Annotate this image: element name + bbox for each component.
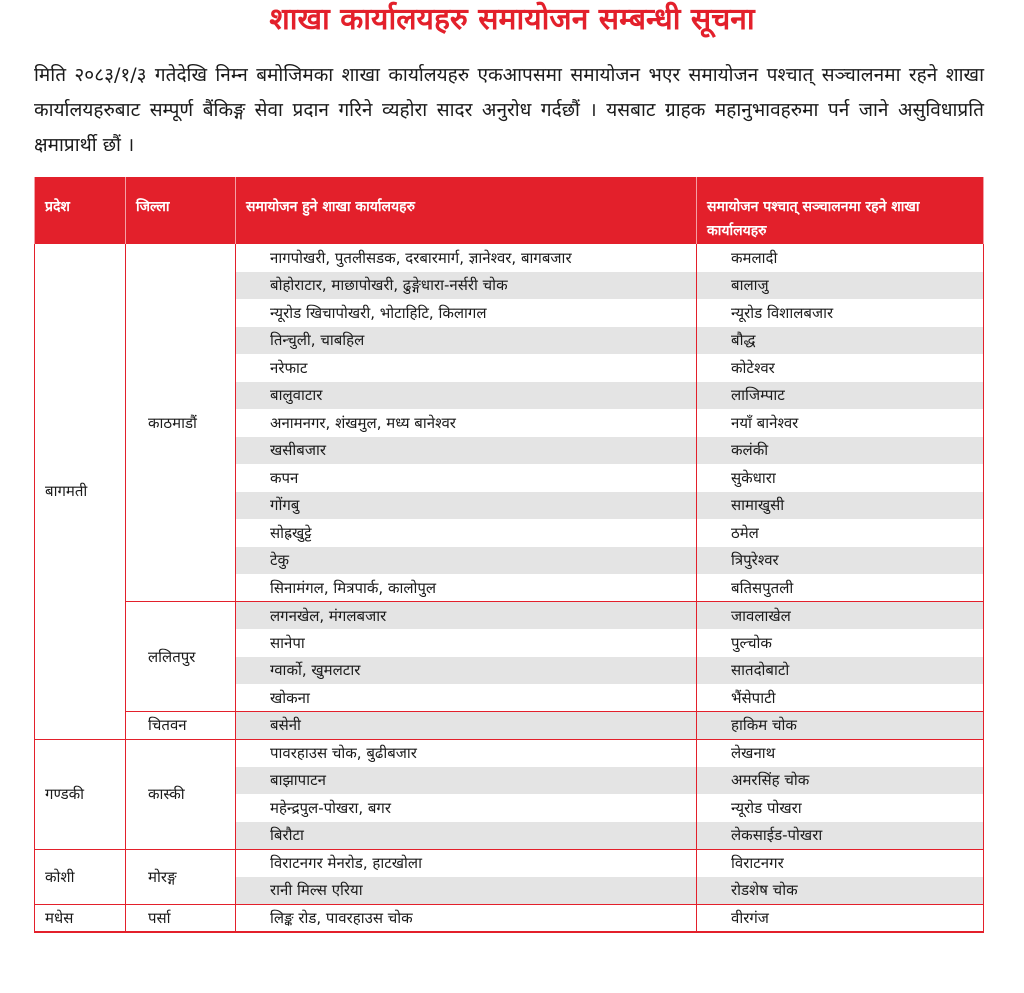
merged-branches-cell: पावरहाउस चोक, बुढीबजार [236,739,697,767]
district-cell: मोरङ्ग [126,849,236,904]
merged-branches-cell: खोकना [236,684,697,712]
merged-branches-cell: बालुवाटार [236,382,697,410]
merged-branches-cell: टेकु [236,547,697,575]
remaining-branch-cell: बतिसपुतली [697,574,984,602]
province-cell: गण्डकी [35,739,126,849]
merged-branches-cell: ग्वार्को, खुमलटार [236,657,697,685]
table-row [35,602,984,630]
district-cell: काठमाडौं [126,244,236,602]
page-title: शाखा कार्यालयहरु समायोजन सम्बन्धी सूचना [269,2,755,37]
table-header-row [35,177,984,244]
merged-branches-cell: लिङ्क रोड, पावरहाउस चोक [236,904,697,932]
header-district: जिल्ला [126,177,236,244]
remaining-branch-cell: त्रिपुरेश्वर [697,547,984,575]
remaining-branch-cell: सुकेधारा [697,464,984,492]
merged-branches-cell: गोंगबु [236,492,697,520]
remaining-branch-cell: पुल्चोक [697,629,984,657]
merged-branches-cell: सिनामंगल, मित्रपार्क, कालोपुल [236,574,697,602]
merged-branches-cell: विराटनगर मेनरोड, हाटखोला [236,849,697,877]
merged-branches-cell: बसेनी [236,712,697,740]
header-merged-branches: समायोजन हुने शाखा कार्यालयहरु [236,177,697,244]
header-remaining-branches: समायोजन पश्चात् सञ्चालनमा रहने शाखा कार्यालयहरु [697,177,984,244]
province-cell: कोशी [35,849,126,904]
remaining-branch-cell: नयाँ बानेश्वर [697,409,984,437]
remaining-branch-cell: भैंसेपाटी [697,684,984,712]
remaining-branch-cell: विराटनगर [697,849,984,877]
merged-branches-cell: तिन्चुली, चाबहिल [236,327,697,355]
merged-branches-cell: बिरौटा [236,822,697,850]
merged-branches-cell: कपन [236,464,697,492]
merged-branches-cell: बाझापाटन [236,767,697,795]
merged-branches-cell: अनामनगर, शंखमुल, मध्य बानेश्वर [236,409,697,437]
province-cell: मधेस [35,904,126,932]
table-row [35,712,984,740]
table-body [35,244,984,932]
table-row [35,244,984,272]
remaining-branch-cell: कोटेश्वर [697,354,984,382]
remaining-branch-cell: कलंकी [697,437,984,465]
notice-paragraph: मिति २०८३/१/३ गतेदेखि निम्न बमोजिमका शाखा कार्यालयहरु एकआपसमा समायोजन भएर समायोजन पश्चात् सञ्चालनमा रहने शाखा कार्यालयहरुबाट सम्पूर्ण बैंकिङ्ग सेवा प्रदान गरिने व्यहोरा सादर अनुरोध गर्दछौं । यसबाट ग्राहक महानुभावहरुमा पर्न जाने असुविधाप्रति क्षमाप्रार्थी छौं । [34,64,984,156]
district-cell: ललितपुर [126,602,236,712]
remaining-branch-cell: लाजिम्पाट [697,382,984,410]
district-cell: पर्सा [126,904,236,932]
merged-branches-cell: लगनखेल, मंगलबजार [236,602,697,630]
merged-branches-cell: बोहोराटार, माछापोखरी, ढुङ्गेधारा-नर्सरी चोक [236,272,697,300]
branch-merger-table [34,177,984,933]
district-cell: चितवन [126,712,236,740]
remaining-branch-cell: सातदोबाटो [697,657,984,685]
table-row [35,904,984,932]
remaining-branch-cell: जावलाखेल [697,602,984,630]
district-cell: कास्की [126,739,236,849]
merged-branches-cell: नरेफाट [236,354,697,382]
remaining-branch-cell: हाकिम चोक [697,712,984,740]
remaining-branch-cell: लेखनाथ [697,739,984,767]
merged-branches-cell: नागपोखरी, पुतलीसडक, दरबारमार्ग, ज्ञानेश्वर, बागबजार [236,244,697,272]
merged-branches-cell: न्यूरोड खिचापोखरी, भोटाहिटि, किलागल [236,299,697,327]
remaining-branch-cell: न्यूरोड पोखरा [697,794,984,822]
remaining-branch-cell: अमरसिंह चोक [697,767,984,795]
header-province: प्रदेश [35,177,126,244]
merged-branches-cell: सानेपा [236,629,697,657]
remaining-branch-cell: ठमेल [697,519,984,547]
remaining-branch-cell: रोडशेष चोक [697,877,984,905]
remaining-branch-cell: सामाखुसी [697,492,984,520]
merged-branches-cell: रानी मिल्स एरिया [236,877,697,905]
merged-branches-cell: सोह्रखुट्टे [236,519,697,547]
merged-branches-cell: खसीबजार [236,437,697,465]
remaining-branch-cell: बालाजु [697,272,984,300]
province-cell: बागमती [35,244,126,739]
table-row [35,849,984,877]
remaining-branch-cell: न्यूरोड विशालबजार [697,299,984,327]
remaining-branch-cell: वीरगंज [697,904,984,932]
remaining-branch-cell: लेकसाईड-पोखरा [697,822,984,850]
merged-branches-cell: महेन्द्रपुल-पोखरा, बगर [236,794,697,822]
table-row [35,739,984,767]
remaining-branch-cell: बौद्ध [697,327,984,355]
remaining-branch-cell: कमलादी [697,244,984,272]
